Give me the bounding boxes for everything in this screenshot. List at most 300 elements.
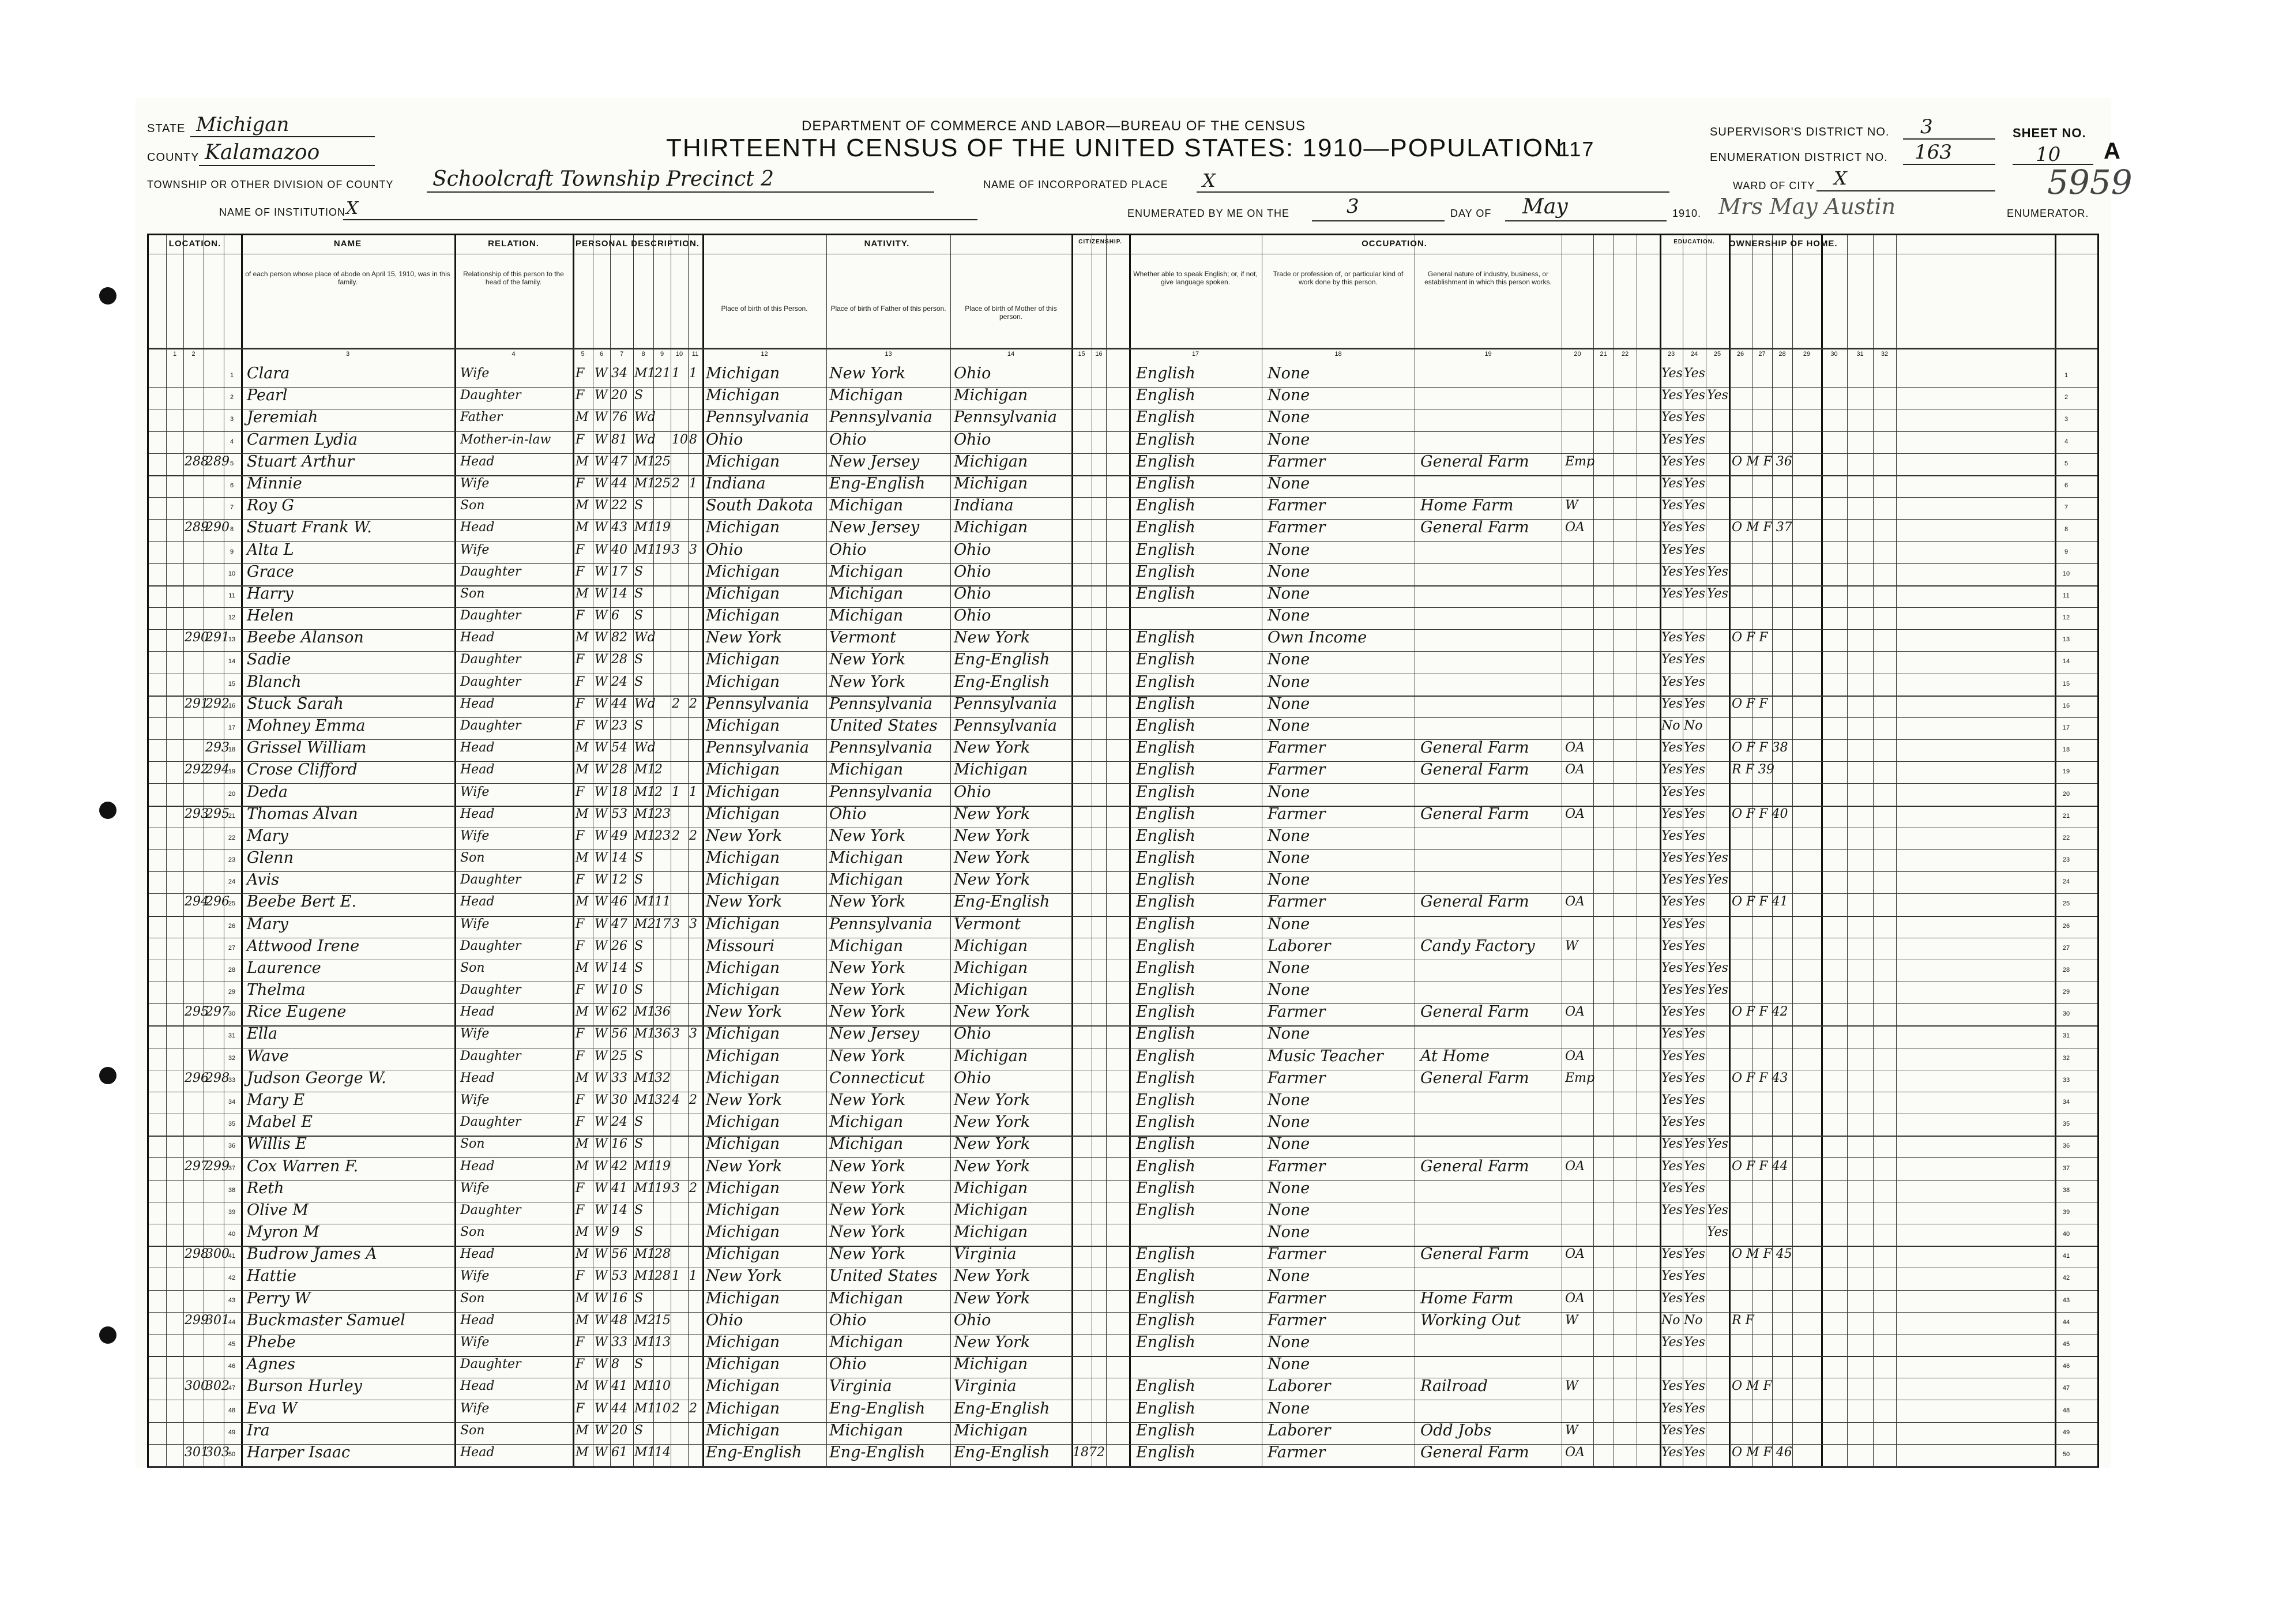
row-number: 39 bbox=[228, 1208, 236, 1216]
census-cell-lang: English bbox=[1136, 1135, 1195, 1153]
census-cell-ms: Wd bbox=[634, 630, 656, 645]
census-cell-rd: Yes bbox=[1661, 960, 1683, 975]
census-cell-rd: No bbox=[1661, 718, 1680, 733]
census-cell-ms: M1 bbox=[634, 828, 656, 843]
census-cell-wr: Yes bbox=[1684, 873, 1705, 888]
census-cell-rel: Head bbox=[460, 1247, 495, 1262]
census-cell-rel: Wife bbox=[460, 784, 490, 799]
census-cell-bm: Ohio bbox=[954, 430, 991, 449]
census-cell-wr: Yes bbox=[1684, 520, 1705, 535]
census-cell-trade: Farmer bbox=[1268, 1311, 1326, 1329]
census-cell-sex: F bbox=[576, 983, 585, 998]
census-cell-rd: Yes bbox=[1661, 938, 1683, 953]
census-cell-cl: 2 bbox=[689, 828, 697, 843]
census-cell-trade: Farmer bbox=[1268, 1003, 1326, 1021]
grid-row-line bbox=[149, 431, 2097, 432]
grid-row-line bbox=[149, 849, 2097, 850]
census-cell-rd: Yes bbox=[1661, 1093, 1683, 1108]
census-cell-bf: Eng-English bbox=[829, 1399, 926, 1418]
row-number: 50 bbox=[228, 1450, 236, 1458]
census-cell-fam: 303 bbox=[205, 1445, 230, 1460]
census-cell-trade: Farmer bbox=[1268, 893, 1326, 911]
column-group-header: OWNERSHIP OF HOME. bbox=[1729, 239, 1838, 249]
census-cell-rel: Head bbox=[460, 1005, 495, 1020]
column-number: 29 bbox=[1803, 351, 1811, 358]
census-cell-trade: None bbox=[1268, 1201, 1310, 1219]
census-cell-fam: 292 bbox=[205, 696, 230, 711]
census-cell-emp: OA bbox=[1565, 1291, 1585, 1306]
census-cell-age: 47 bbox=[611, 916, 627, 931]
census-cell-own: O F F bbox=[1732, 630, 1768, 645]
census-cell-name: Thomas Alvan bbox=[247, 805, 358, 823]
grid-column-line bbox=[1071, 235, 1073, 1466]
row-number: 3 bbox=[230, 416, 234, 423]
census-cell-bp: Michigan bbox=[706, 1377, 780, 1396]
census-cell-bf: Ohio bbox=[829, 1355, 867, 1374]
census-cell-wr: Yes bbox=[1684, 1115, 1705, 1130]
census-cell-race: W bbox=[595, 1181, 608, 1196]
row-number: 18 bbox=[228, 746, 236, 754]
census-cell-sch: Yes bbox=[1707, 851, 1728, 866]
census-cell-wr: Yes bbox=[1684, 1269, 1705, 1284]
census-cell-age: 33 bbox=[611, 1070, 627, 1085]
census-cell-sch: Yes bbox=[1707, 388, 1728, 403]
census-cell-sex: F bbox=[576, 564, 585, 579]
census-cell-ch: 2 bbox=[672, 1401, 680, 1416]
census-cell-bp: New York bbox=[706, 826, 783, 845]
column-group-header: NAME bbox=[333, 239, 362, 249]
census-cell-ch: 1 bbox=[672, 784, 680, 799]
row-number: 10 bbox=[228, 570, 236, 577]
census-cell-rel: Son bbox=[460, 960, 485, 975]
census-cell-ch: 4 bbox=[672, 1093, 680, 1108]
census-cell-age: 16 bbox=[611, 1291, 627, 1306]
census-cell-bf: New York bbox=[829, 1223, 906, 1242]
census-cell-lang: English bbox=[1136, 1003, 1195, 1021]
census-cell-race: W bbox=[595, 674, 608, 689]
census-cell-wr: Yes bbox=[1684, 1159, 1705, 1174]
census-cell-ms: M1 bbox=[634, 894, 656, 909]
census-cell-trade: None bbox=[1268, 1135, 1310, 1153]
census-cell-sex: F bbox=[576, 476, 585, 491]
census-cell-rel: Head bbox=[460, 1070, 495, 1085]
census-cell-ms: M1 bbox=[634, 1335, 656, 1349]
census-cell-bm: New York bbox=[954, 629, 1031, 647]
census-cell-ms: S bbox=[634, 1423, 644, 1438]
census-cell-bm: New York bbox=[954, 1113, 1031, 1131]
row-number: 18 bbox=[2062, 746, 2070, 754]
census-cell-rd: Yes bbox=[1661, 388, 1683, 403]
census-cell-ch: 2 bbox=[672, 828, 680, 843]
census-cell-rel: Son bbox=[460, 1137, 485, 1152]
census-cell-name: Stuart Frank W. bbox=[247, 518, 372, 537]
census-cell-name: Ira bbox=[247, 1421, 270, 1439]
census-cell-age: 53 bbox=[611, 1269, 627, 1284]
census-cell-lang: English bbox=[1136, 716, 1195, 735]
grid-column-line bbox=[166, 235, 167, 1466]
census-cell-name: Grace bbox=[247, 562, 294, 581]
census-cell-trade: Farmer bbox=[1268, 1289, 1326, 1307]
census-cell-bm: Ohio bbox=[954, 607, 991, 625]
township-label: TOWNSHIP OR OTHER DIVISION OF COUNTY bbox=[147, 179, 394, 190]
census-cell-own: O M F 46 bbox=[1732, 1445, 1792, 1460]
census-cell-age: 16 bbox=[611, 1137, 627, 1152]
census-cell-name: Avis bbox=[247, 871, 280, 889]
census-cell-bp: New York bbox=[706, 1003, 783, 1021]
census-cell-ch: 1 bbox=[672, 1269, 680, 1284]
census-cell-race: W bbox=[595, 1313, 608, 1328]
census-cell-trade: None bbox=[1268, 716, 1310, 735]
census-cell-bf: Ohio bbox=[829, 1311, 867, 1329]
census-cell-yrs: 23 bbox=[655, 806, 671, 821]
census-cell-sex: M bbox=[576, 498, 589, 513]
column-number: 7 bbox=[619, 351, 624, 358]
census-cell-trade: None bbox=[1268, 364, 1310, 383]
census-cell-rd: Yes bbox=[1661, 498, 1683, 513]
census-cell-yrs: 13 bbox=[655, 1335, 671, 1349]
census-cell-rd: Yes bbox=[1661, 1048, 1683, 1063]
census-cell-race: W bbox=[595, 410, 608, 425]
census-cell-rd: Yes bbox=[1661, 1070, 1683, 1085]
census-cell-sex: M bbox=[576, 851, 589, 866]
column-header: Place of birth of Mother of this person. bbox=[965, 304, 1057, 321]
census-cell-age: 44 bbox=[611, 476, 627, 491]
census-cell-trade: Farmer bbox=[1268, 1157, 1326, 1175]
census-cell-bm: Ohio bbox=[954, 1311, 991, 1329]
census-cell-ms: S bbox=[634, 960, 644, 975]
census-cell-wr: Yes bbox=[1684, 960, 1705, 975]
census-cell-rd: Yes bbox=[1661, 432, 1683, 447]
census-cell-trade: None bbox=[1268, 1399, 1310, 1418]
census-cell-race: W bbox=[595, 1335, 608, 1349]
census-cell-bf: Michigan bbox=[829, 937, 904, 955]
census-cell-trade: None bbox=[1268, 430, 1310, 449]
column-number: 16 bbox=[1095, 351, 1103, 358]
census-cell-age: 18 bbox=[611, 784, 627, 799]
census-cell-ms: M1 bbox=[634, 1379, 656, 1394]
census-cell-ind: Working Out bbox=[1420, 1311, 1521, 1329]
census-cell-ms: S bbox=[634, 851, 644, 866]
column-number: 5 bbox=[581, 351, 585, 358]
grid-row-line bbox=[149, 541, 2097, 542]
census-cell-bp: Michigan bbox=[706, 584, 780, 603]
row-number: 14 bbox=[2062, 658, 2070, 666]
census-cell-rel: Son bbox=[460, 1225, 485, 1240]
census-cell-lang: English bbox=[1136, 497, 1195, 515]
census-cell-lang: English bbox=[1136, 584, 1195, 603]
census-cell-dw: 293 bbox=[185, 806, 209, 821]
census-cell-age: 12 bbox=[611, 873, 627, 888]
census-cell-bf: New Jersey bbox=[829, 1025, 920, 1043]
census-cell-bf: New York bbox=[829, 1201, 906, 1219]
column-group-header: OCCUPATION. bbox=[1362, 239, 1427, 249]
census-cell-bm: Michigan bbox=[954, 1223, 1028, 1242]
census-cell-trade: None bbox=[1268, 783, 1310, 801]
enum-district-no: 163 bbox=[1915, 141, 1952, 164]
grid-row-line bbox=[149, 1422, 2097, 1423]
census-cell-name: Stuart Arthur bbox=[247, 452, 355, 471]
column-number: 26 bbox=[1736, 351, 1744, 358]
binder-hole bbox=[99, 1326, 116, 1344]
census-cell-lang: English bbox=[1136, 958, 1195, 977]
census-cell-wr: Yes bbox=[1684, 828, 1705, 843]
census-cell-bp: Michigan bbox=[706, 386, 780, 405]
census-cell-bp: New York bbox=[706, 1267, 783, 1285]
census-cell-race: W bbox=[595, 586, 608, 601]
census-cell-wr: Yes bbox=[1684, 454, 1705, 469]
grid-row-line bbox=[149, 1136, 2097, 1137]
column-number: 15 bbox=[1078, 351, 1085, 358]
row-number: 25 bbox=[2062, 900, 2070, 908]
census-cell-rd: Yes bbox=[1661, 1137, 1683, 1152]
census-cell-sex: M bbox=[576, 1445, 589, 1460]
census-cell-trade: None bbox=[1268, 672, 1310, 691]
census-cell-trade: Farmer bbox=[1268, 1069, 1326, 1087]
census-cell-lang: English bbox=[1136, 981, 1195, 999]
grid-row-line bbox=[149, 1466, 2097, 1467]
census-cell-race: W bbox=[595, 498, 608, 513]
census-cell-ms: M1 bbox=[634, 1181, 656, 1196]
census-cell-rd: Yes bbox=[1661, 520, 1683, 535]
census-cell-yrs: 32 bbox=[655, 1070, 671, 1085]
census-cell-age: 30 bbox=[611, 1093, 627, 1108]
census-cell-rd: Yes bbox=[1661, 762, 1683, 777]
census-cell-trade: None bbox=[1268, 1113, 1310, 1131]
census-cell-bm: New York bbox=[954, 1157, 1031, 1175]
row-number: 50 bbox=[2062, 1450, 2070, 1458]
census-cell-sex: M bbox=[576, 1291, 589, 1306]
census-cell-wr: Yes bbox=[1684, 630, 1705, 645]
census-cell-cl: 1 bbox=[689, 1269, 697, 1284]
row-number: 20 bbox=[228, 790, 236, 798]
census-cell-name: Judson George W. bbox=[247, 1069, 386, 1087]
census-cell-lang: English bbox=[1136, 1443, 1195, 1461]
census-cell-rel: Wife bbox=[460, 476, 490, 491]
census-cell-trade: Farmer bbox=[1268, 497, 1326, 515]
census-cell-race: W bbox=[595, 806, 608, 821]
census-cell-bp: Michigan bbox=[706, 716, 780, 735]
sheet-letter: A bbox=[2104, 138, 2121, 164]
census-cell-age: 17 bbox=[611, 564, 627, 579]
census-cell-ind: At Home bbox=[1420, 1047, 1490, 1065]
page-number: 117 bbox=[1558, 137, 1595, 161]
row-number: 38 bbox=[228, 1186, 236, 1194]
census-cell-age: 43 bbox=[611, 520, 627, 535]
census-cell-cl: 1 bbox=[689, 784, 697, 799]
census-cell-bm: Michigan bbox=[954, 474, 1028, 493]
census-cell-bf: Michigan bbox=[829, 1421, 904, 1439]
census-cell-race: W bbox=[595, 696, 608, 711]
census-cell-emp: OA bbox=[1565, 1247, 1585, 1262]
grid-row-line bbox=[149, 607, 2097, 608]
census-cell-sch: Yes bbox=[1707, 586, 1728, 601]
row-number: 12 bbox=[228, 614, 236, 622]
row-number: 1 bbox=[230, 372, 234, 379]
year-label: 1910. bbox=[1672, 208, 1702, 219]
census-cell-rel: Daughter bbox=[460, 1202, 521, 1217]
census-cell-bm: Michigan bbox=[954, 1047, 1028, 1065]
census-cell-lang: English bbox=[1136, 1091, 1195, 1110]
census-cell-bp: Michigan bbox=[706, 1113, 780, 1131]
census-cell-name: Harper Isaac bbox=[247, 1443, 351, 1461]
census-cell-bf: New York bbox=[829, 893, 906, 911]
column-number: 1 bbox=[172, 351, 177, 358]
census-cell-dw: 289 bbox=[185, 520, 209, 535]
census-cell-age: 33 bbox=[611, 1335, 627, 1349]
census-cell-dw: 296 bbox=[185, 1070, 209, 1085]
census-cell-bm: Ohio bbox=[954, 540, 991, 559]
census-cell-bf: Michigan bbox=[829, 584, 904, 603]
census-cell-wr: Yes bbox=[1684, 1093, 1705, 1108]
census-cell-trade: None bbox=[1268, 1025, 1310, 1043]
census-cell-emp: OA bbox=[1565, 1048, 1585, 1063]
census-cell-dw: 290 bbox=[185, 630, 209, 645]
census-cell-bm: New York bbox=[954, 739, 1031, 757]
census-cell-name: Buckmaster Samuel bbox=[247, 1311, 405, 1329]
census-cell-race: W bbox=[595, 1291, 608, 1306]
census-cell-age: 44 bbox=[611, 696, 627, 711]
census-cell-trade: None bbox=[1268, 386, 1310, 405]
census-cell-name: Agnes bbox=[247, 1355, 296, 1374]
census-cell-bm: Eng-English bbox=[954, 1399, 1050, 1418]
census-cell-name: Attwood Irene bbox=[247, 937, 360, 955]
row-number: 2 bbox=[2064, 394, 2069, 401]
grid-column-line bbox=[826, 235, 827, 1466]
census-cell-bf: Ohio bbox=[829, 540, 867, 559]
binder-hole bbox=[99, 287, 116, 304]
enum-month: May bbox=[1522, 195, 1568, 219]
census-cell-yrs: 21 bbox=[655, 366, 671, 381]
census-cell-ind: General Farm bbox=[1420, 1003, 1529, 1021]
enumerated-label: ENUMERATED BY ME ON THE bbox=[1127, 208, 1290, 219]
row-number: 28 bbox=[228, 966, 236, 973]
census-cell-ind: General Farm bbox=[1420, 739, 1529, 757]
census-cell-sex: F bbox=[576, 366, 585, 381]
census-cell-bp: Ohio bbox=[706, 430, 743, 449]
census-cell-sex: M bbox=[576, 1225, 589, 1240]
column-number: 13 bbox=[885, 351, 892, 358]
census-cell-lang: English bbox=[1136, 474, 1195, 493]
census-cell-bf: Pennsylvania bbox=[829, 408, 932, 427]
row-number: 36 bbox=[228, 1142, 236, 1150]
census-cell-rel: Son bbox=[460, 1423, 485, 1438]
census-cell-name: Roy G bbox=[247, 497, 294, 515]
census-cell-bm: New York bbox=[954, 849, 1031, 867]
census-cell-race: W bbox=[595, 1401, 608, 1416]
census-cell-sch: Yes bbox=[1707, 1202, 1728, 1217]
grid-column-line bbox=[1821, 235, 1823, 1466]
census-cell-age: 26 bbox=[611, 938, 627, 953]
census-cell-emp: W bbox=[1565, 498, 1578, 513]
census-cell-trade: None bbox=[1268, 1333, 1310, 1351]
census-cell-age: 20 bbox=[611, 388, 627, 403]
census-cell-sex: F bbox=[576, 1115, 585, 1130]
census-cell-rd: Yes bbox=[1661, 873, 1683, 888]
census-cell-lang: English bbox=[1136, 761, 1195, 779]
census-cell-lang: English bbox=[1136, 364, 1195, 383]
row-number: 27 bbox=[2062, 944, 2070, 952]
census-cell-name: Perry W bbox=[247, 1289, 311, 1307]
census-cell-bf: Michigan bbox=[829, 497, 904, 515]
census-cell-lang: English bbox=[1136, 672, 1195, 691]
census-cell-own: O M F 45 bbox=[1732, 1247, 1792, 1262]
census-cell-wr: Yes bbox=[1684, 476, 1705, 491]
census-cell-ms: M1 bbox=[634, 542, 656, 557]
census-cell-sch: Yes bbox=[1707, 983, 1728, 998]
census-cell-name: Beebe Bert E. bbox=[247, 893, 357, 911]
census-cell-ms: S bbox=[634, 1137, 644, 1152]
census-cell-lang: English bbox=[1136, 893, 1195, 911]
census-cell-bf: Michigan bbox=[829, 562, 904, 581]
census-cell-bm: New York bbox=[954, 871, 1031, 889]
census-cell-dw: 294 bbox=[185, 894, 209, 909]
row-number: 37 bbox=[228, 1164, 236, 1172]
row-number: 24 bbox=[2062, 878, 2070, 886]
census-cell-trade: Farmer bbox=[1268, 452, 1326, 471]
census-cell-bp: Michigan bbox=[706, 871, 780, 889]
census-cell-bp: Michigan bbox=[706, 761, 780, 779]
census-cell-race: W bbox=[595, 1159, 608, 1174]
row-number: 23 bbox=[228, 856, 236, 864]
census-cell-rel: Head bbox=[460, 696, 495, 711]
grid-row-line bbox=[149, 717, 2097, 718]
census-cell-sex: F bbox=[576, 938, 585, 953]
grid-row-line bbox=[149, 629, 2097, 630]
row-number: 6 bbox=[2064, 482, 2069, 489]
census-cell-rd: Yes bbox=[1661, 828, 1683, 843]
census-cell-cl: 2 bbox=[689, 1401, 697, 1416]
column-number: 25 bbox=[1713, 351, 1721, 358]
census-cell-lang: English bbox=[1136, 826, 1195, 845]
census-cell-wr: Yes bbox=[1684, 938, 1705, 953]
census-cell-sex: F bbox=[576, 1401, 585, 1416]
census-cell-ms: S bbox=[634, 1115, 644, 1130]
column-group-header: EDUCATION. bbox=[1673, 239, 1715, 245]
census-cell-wr: Yes bbox=[1684, 851, 1705, 866]
column-number: 24 bbox=[1690, 351, 1698, 358]
row-number: 17 bbox=[228, 724, 236, 731]
census-cell-rel: Wife bbox=[460, 1269, 490, 1284]
grid-row-line bbox=[149, 519, 2097, 520]
row-number: 31 bbox=[2062, 1032, 2070, 1040]
census-cell-sex: F bbox=[576, 718, 585, 733]
census-cell-sex: F bbox=[576, 828, 585, 843]
census-cell-bm: Michigan bbox=[954, 386, 1028, 405]
census-cell-rel: Head bbox=[460, 520, 495, 535]
census-cell-lang: English bbox=[1136, 518, 1195, 537]
row-number: 46 bbox=[2062, 1363, 2070, 1370]
row-number: 9 bbox=[2064, 548, 2069, 555]
grid-row-line bbox=[149, 806, 2097, 807]
census-cell-sex: M bbox=[576, 1159, 589, 1174]
row-number: 49 bbox=[228, 1428, 236, 1436]
census-cell-wr: Yes bbox=[1684, 1027, 1705, 1042]
grid-column-line bbox=[1896, 235, 1897, 1466]
census-cell-ind: General Farm bbox=[1420, 761, 1529, 779]
census-cell-rd: Yes bbox=[1661, 1005, 1683, 1020]
ward-value: X bbox=[1834, 167, 1847, 189]
census-cell-sex: M bbox=[576, 1313, 589, 1328]
census-cell-bp: Michigan bbox=[706, 1245, 780, 1264]
census-cell-race: W bbox=[595, 1048, 608, 1063]
census-cell-ch: 2 bbox=[672, 476, 680, 491]
census-cell-race: W bbox=[595, 1005, 608, 1020]
census-cell-race: W bbox=[595, 873, 608, 888]
census-cell-ms: M1 bbox=[634, 1070, 656, 1085]
census-cell-yrs: 28 bbox=[655, 1269, 671, 1284]
census-cell-fam: 296 bbox=[205, 894, 230, 909]
census-cell-name: Helen bbox=[247, 607, 294, 625]
